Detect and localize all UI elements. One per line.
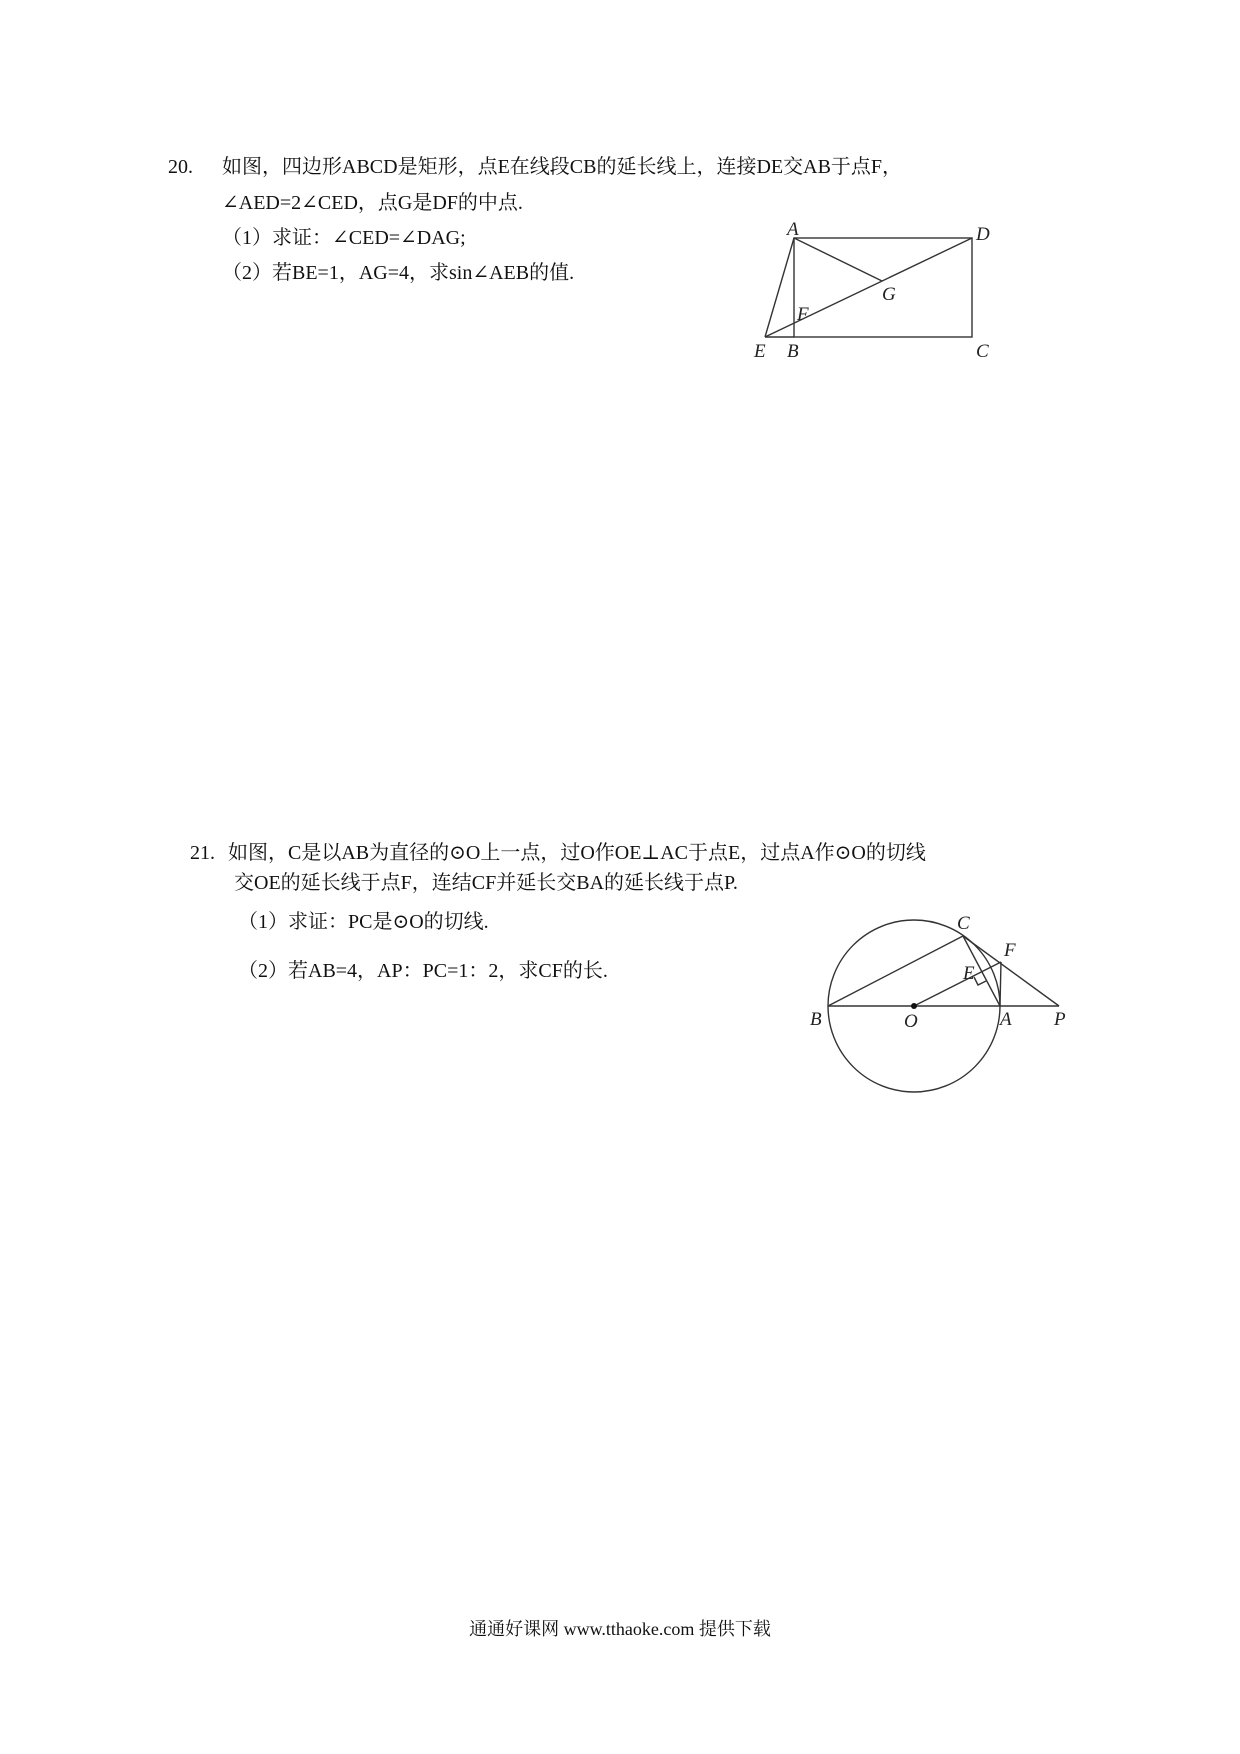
- problem-21-figure: [805, 910, 1085, 1100]
- center-point-o: [911, 1003, 917, 1009]
- problem-21-line1: 如图，C是以AB为直径的⊙O上一点，过O作OE⊥AC于点E，过点A作⊙O的切线: [228, 842, 926, 864]
- right-angle-mark: [974, 977, 986, 985]
- problem-21-part2: （2）若AB=4，AP：PC=1：2，求CF的长.: [238, 960, 608, 982]
- segment-fa: [1000, 962, 1001, 1006]
- label-d: D: [976, 224, 990, 245]
- problem-21-part1: （1）求证：PC是⊙O的切线.: [238, 911, 489, 933]
- problem-21-line2: 交OE的延长线于点F，连结CF并延长交BA的延长线于点P.: [234, 872, 738, 894]
- segment-bc: [828, 936, 963, 1006]
- problem-20-figure: [740, 220, 1020, 370]
- problem-20-line2: ∠AED=2∠CED，点G是DF的中点.: [222, 192, 523, 214]
- label-b: B: [810, 1009, 822, 1030]
- label-f: F: [797, 304, 809, 325]
- label-b: B: [787, 341, 799, 362]
- label-e: E: [754, 341, 766, 362]
- problem-20-line1: 如图，四边形ABCD是矩形，点E在线段CB的延长线上，连接DE交AB于点F，: [222, 156, 903, 178]
- label-g: G: [882, 284, 896, 305]
- problem-20-number: 20.: [168, 156, 193, 178]
- label-f: F: [1004, 940, 1016, 961]
- label-o: O: [904, 1011, 918, 1032]
- segment-ae: [765, 238, 794, 337]
- footer-text: 通通好课网 www.tthaoke.com 提供下载: [469, 1619, 771, 1639]
- label-a: A: [787, 219, 799, 240]
- problem-20-part1: （1）求证：∠CED=∠DAG;: [222, 227, 466, 249]
- problem-20-part2: （2）若BE=1，AG=4，求sin∠AEB的值.: [222, 262, 575, 284]
- problem-21-number: 21.: [190, 842, 215, 864]
- label-e: E: [963, 963, 975, 984]
- label-a: A: [1000, 1009, 1012, 1030]
- label-p: P: [1054, 1009, 1066, 1030]
- label-c: C: [957, 913, 970, 934]
- label-c: C: [976, 341, 989, 362]
- segment-ag: [794, 238, 882, 281]
